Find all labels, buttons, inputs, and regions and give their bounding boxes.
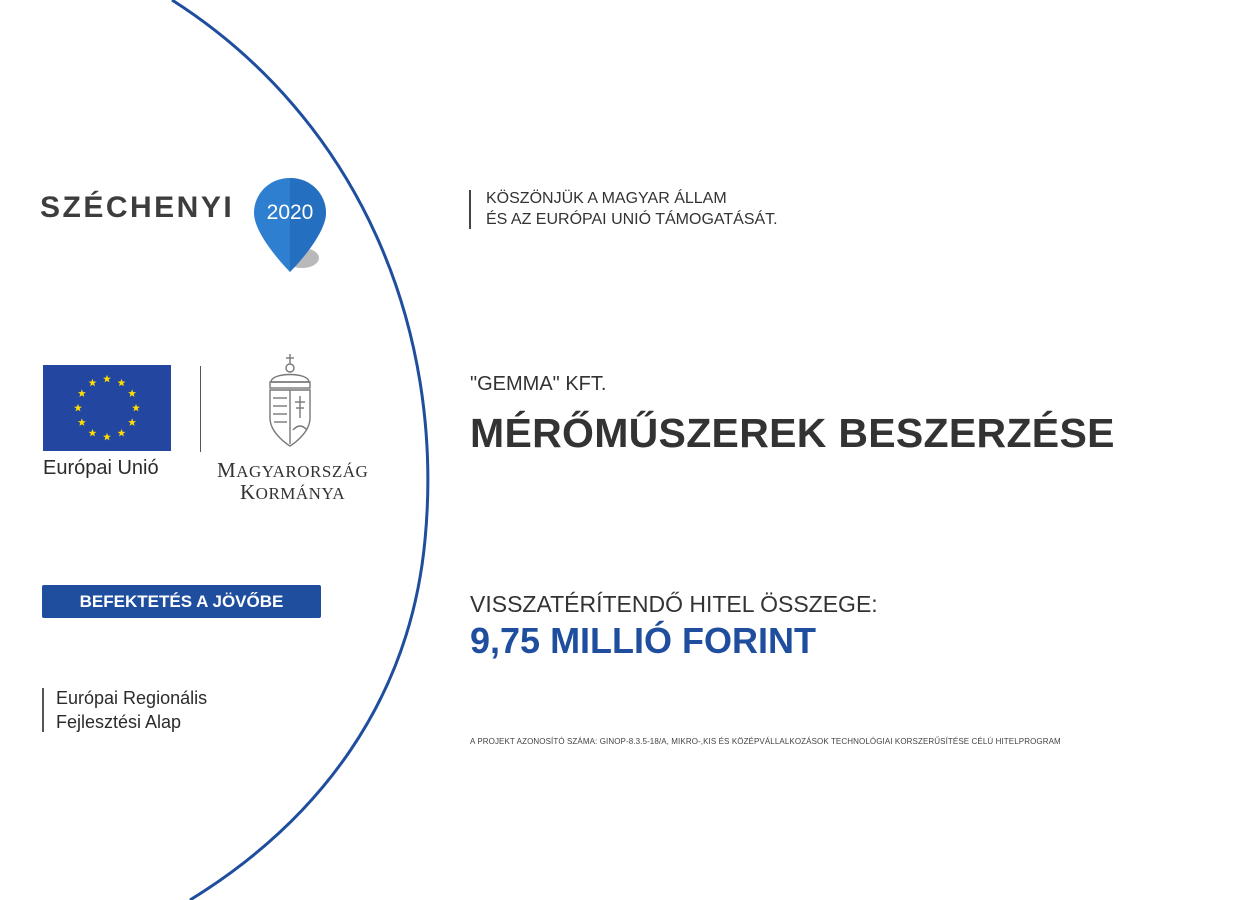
fund-name-line1: Európai Regionális [56,688,208,708]
project-id-note: A PROJEKT AZONOSÍTÓ SZÁMA: GINOP-8.3.5-18/A, MIKRO-,KIS ÉS KÖZÉPVÁLLALKOZÁSOK TECHNOLÓGIAI KORSZERŰSÍTÉSE CÉLÚ HITELPROGRAM [470,737,1061,746]
fund-bar [42,688,44,732]
government-name-line1: MAGYARORSZÁG [217,458,369,482]
szechenyi-year: 2020 [266,201,314,224]
loan-amount: 9,75 MILLIÓ FORINT [470,620,817,661]
company-name: "GEMMA" KFT. [470,373,607,395]
project-title: MÉRŐMŰSZEREK BESZERZÉSE [470,410,1115,456]
eu-label: Európai Unió [43,457,159,479]
thanks-line2: ÉS AZ EURÓPAI UNIÓ TÁMOGATÁSÁT. [486,211,778,228]
szechenyi-pin-icon [252,176,332,276]
szechenyi-wordmark: SZÉCHENYI [40,191,235,224]
thanks-line1: KÖSZÖNJÜK A MAGYAR ÁLLAM [486,190,727,207]
thanks-bar [469,190,471,229]
hungarian-coat-of-arms-icon [265,352,315,450]
fund-name-line2: Fejlesztési Alap [56,712,182,732]
logo-divider [200,366,201,452]
government-name-line2: KORMÁNYA [240,480,346,504]
slogan-badge: BEFEKTETÉS A JÖVŐBE [42,585,321,618]
eu-flag-icon [43,365,171,451]
loan-label: VISSZATÉRÍTENDŐ HITEL ÖSSZEGE: [470,591,878,617]
